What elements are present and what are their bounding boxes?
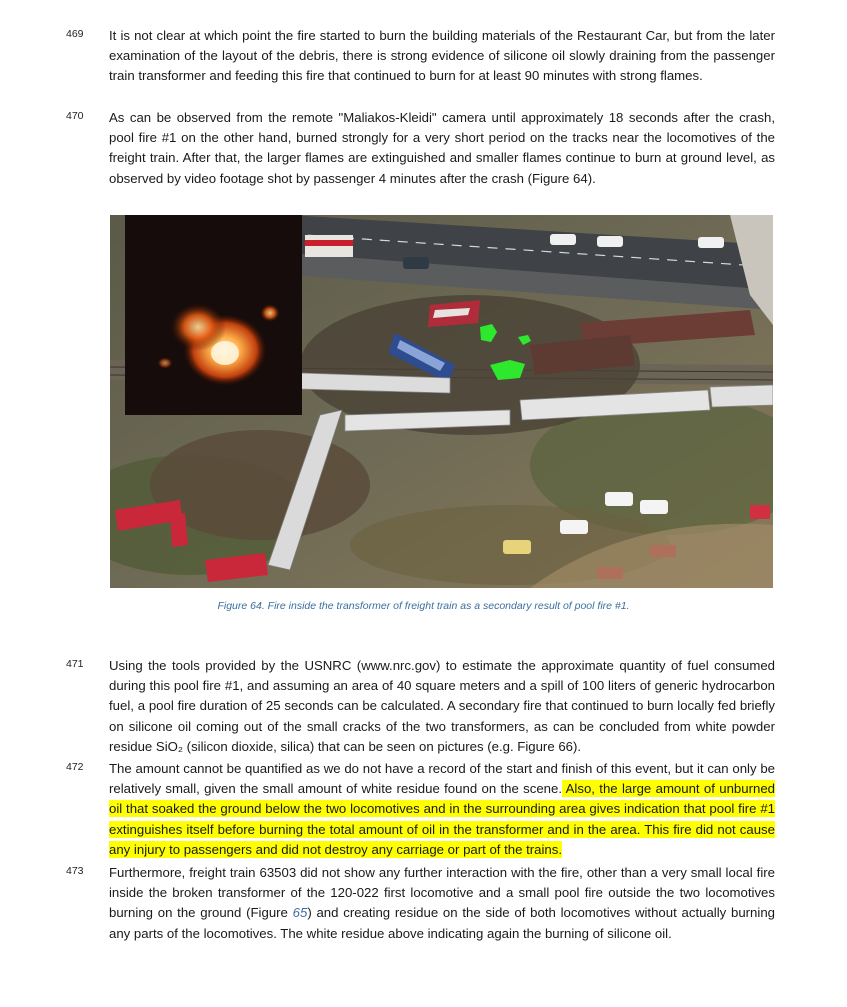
highlighted-text: Also, the large amount of unburned oil that soaked the ground below the two locomotives and in the surrounding area gives indication that pool fire #1 extinguishes itself before burning the total amount of oil in the transformer and in the area. This fire did not cause any injury to passengers and did not destroy any carriage or part of the trains. [109, 781, 775, 857]
paragraph-text [109, 759, 775, 860]
paragraph-number: 473 [66, 865, 84, 877]
paragraph-text-before: Furthermore, freight train 63503 did not show any further interaction with the fire, other than a very small local fire inside the broken transformer of the 120-022 first locomotive and a small pool fire outside the two locomotives burning on the ground (Figure [109, 865, 775, 921]
paragraph-text [109, 863, 775, 944]
inset-fire-video-frame [125, 215, 302, 415]
paragraph-number: 470 [66, 110, 84, 122]
figure-64-image [110, 215, 773, 588]
paragraph-text-after: ) and creating residue on the side of both locomotives without actually burning any parts of the locomotives. The white residue above indicating again the burning of silicone oil. [109, 905, 775, 941]
paragraph-number: 472 [66, 761, 84, 773]
paragraph-text-plain: The amount cannot be quantified as we do not have a record of the start and finish of this event, but it can only be relatively small, given the small amount of white residue found on the scene. [109, 761, 775, 797]
aerial-crash-photo [110, 215, 773, 588]
figure-caption: Figure 64. Fire inside the transformer of freight train as a secondary result of pool fire #1. [217, 600, 630, 612]
paragraph-text: It is not clear at which point the fire started to burn the building materials of the Restaurant Car, but from the later examination of the layout of the debris, there is strong evidence of silicone oil slowly draining from the passenger train transformer and feeding this fire that continued to burn for at least 90 minutes with strong flames. [109, 28, 775, 84]
paragraph-text: As can be observed from the remote "Maliakos-Kleidi" camera until approximately 18 seconds after the crash, pool fire #1 on the other hand, burned strongly for a very short period on the tracks near the locomotives of the freight train. After that, the larger flames are extinguished and smaller flames continue to burn at ground level, as observed by video footage shot by passenger 4 minutes after the crash (Figure 64). [109, 110, 775, 186]
paragraph-number: 469 [66, 28, 84, 40]
figure-reference-link[interactable]: 65 [292, 905, 308, 921]
paragraph-text: Using the tools provided by the USNRC (www.nrc.gov) to estimate the approximate quantity of fuel consumed during this pool fire #1, and assuming an area of 40 square meters and a spill of 100 liters of generic hydrocarbon fuel, a pool fire duration of 25 seconds can be calculated. A secondary fire that continued to burn locally fed briefly on silicone oil coming out of the small cracks of the two transformers, as can be concluded from white powder residue SiO₂ (silicon dioxide, silica) that can be seen on pictures (e.g. Figure 66). [109, 658, 775, 754]
paragraph-number: 471 [66, 658, 84, 670]
